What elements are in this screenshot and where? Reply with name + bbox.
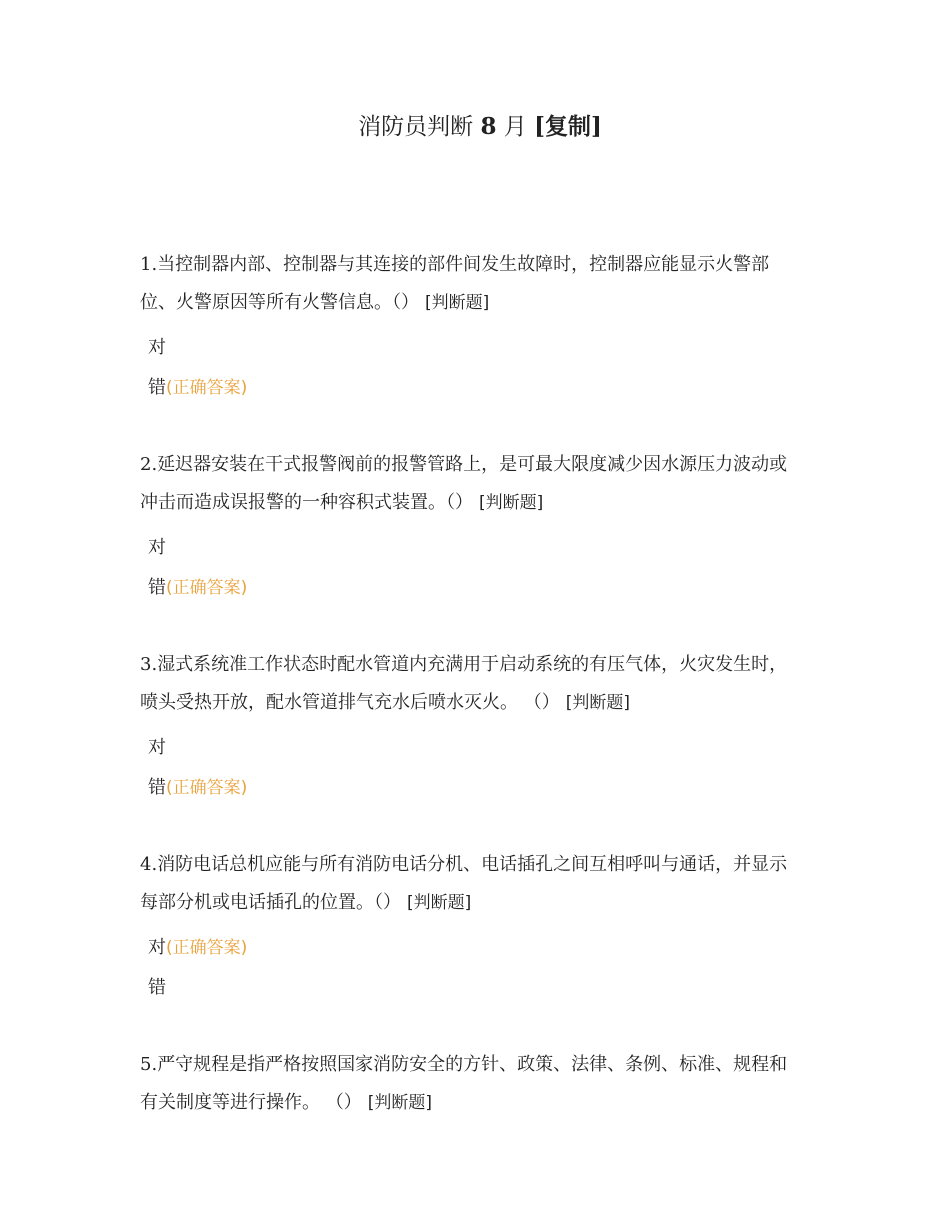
option-label: 错 [148, 977, 166, 998]
option-true[interactable] [148, 336, 812, 376]
title-text-part1: 消防员判断 [358, 114, 474, 140]
correct-answer-tag: (正确答案) [166, 578, 248, 598]
question-line-1: 严守规程是指严格按照国家消防安全的方针、政策、法律、条例、标准、规程和 [157, 1054, 788, 1075]
question-number: 3. [140, 654, 158, 675]
option-label: 错 [148, 377, 166, 398]
question-text [140, 246, 812, 322]
question-3 [140, 646, 812, 816]
question-line-2: 喷头受热开放，配水管道排气充水后喷水灭火。 （） [140, 692, 560, 713]
title-text-part2: 月 [503, 114, 527, 140]
question-type: [判断题] [367, 1093, 432, 1113]
correct-answer-tag: (正确答案) [166, 778, 248, 798]
question-number: 2. [140, 454, 158, 475]
question-text [140, 646, 812, 722]
option-label: 错 [148, 577, 166, 598]
question-line-1: 湿式系统准工作状态时配水管道内充满用于启动系统的有压气体，火灾发生时， [157, 654, 788, 675]
option-true[interactable] [148, 536, 812, 576]
option-label: 对 [148, 737, 166, 758]
options-list [140, 736, 812, 816]
question-type: [判断题] [565, 693, 630, 713]
question-type: [判断题] [407, 893, 472, 913]
title-number: 8 [480, 113, 497, 140]
option-false[interactable] [148, 976, 812, 1016]
page-title [0, 112, 950, 142]
question-text [140, 446, 812, 522]
question-number: 4. [140, 854, 158, 875]
question-number: 5. [140, 1054, 158, 1075]
question-1 [140, 246, 812, 416]
question-type: [判断题] [425, 293, 490, 313]
option-label: 对 [148, 537, 166, 558]
option-label: 对 [148, 337, 166, 358]
option-false[interactable] [148, 376, 812, 416]
options-list [140, 336, 812, 416]
question-number: 1. [140, 254, 158, 275]
options-list [140, 936, 812, 1016]
question-line-1: 当控制器内部、控制器与其连接的部件间发生故障时，控制器应能显示火警部 [157, 254, 770, 275]
option-false[interactable] [148, 776, 812, 816]
question-line-2: 每部分机或电话插孔的位置。（） [140, 892, 401, 913]
question-line-2: 冲击而造成误报警的一种容积式装置。（） [140, 492, 473, 513]
question-text [140, 846, 812, 922]
question-4 [140, 846, 812, 1016]
title-copy-tag: [复制] [534, 113, 602, 140]
question-line-2: 有关制度等进行操作。 （） [140, 1092, 362, 1113]
option-false[interactable] [148, 576, 812, 616]
options-list [140, 536, 812, 616]
option-true[interactable] [148, 736, 812, 776]
option-label: 错 [148, 777, 166, 798]
question-2 [140, 446, 812, 616]
question-line-2: 位、火警原因等所有火警信息。（） [140, 292, 419, 313]
question-line-1: 消防电话总机应能与所有消防电话分机、电话插孔之间互相呼叫与通话，并显示 [157, 854, 788, 875]
correct-answer-tag: (正确答案) [166, 378, 248, 398]
question-5 [140, 1046, 812, 1122]
question-type: [判断题] [479, 493, 544, 513]
correct-answer-tag: (正确答案) [166, 938, 248, 958]
option-label: 对 [148, 937, 166, 958]
question-text [140, 1046, 812, 1122]
option-true[interactable] [148, 936, 812, 976]
question-line-1: 延迟器安装在干式报警阀前的报警管路上，是可最大限度减少因水源压力波动或 [157, 454, 788, 475]
